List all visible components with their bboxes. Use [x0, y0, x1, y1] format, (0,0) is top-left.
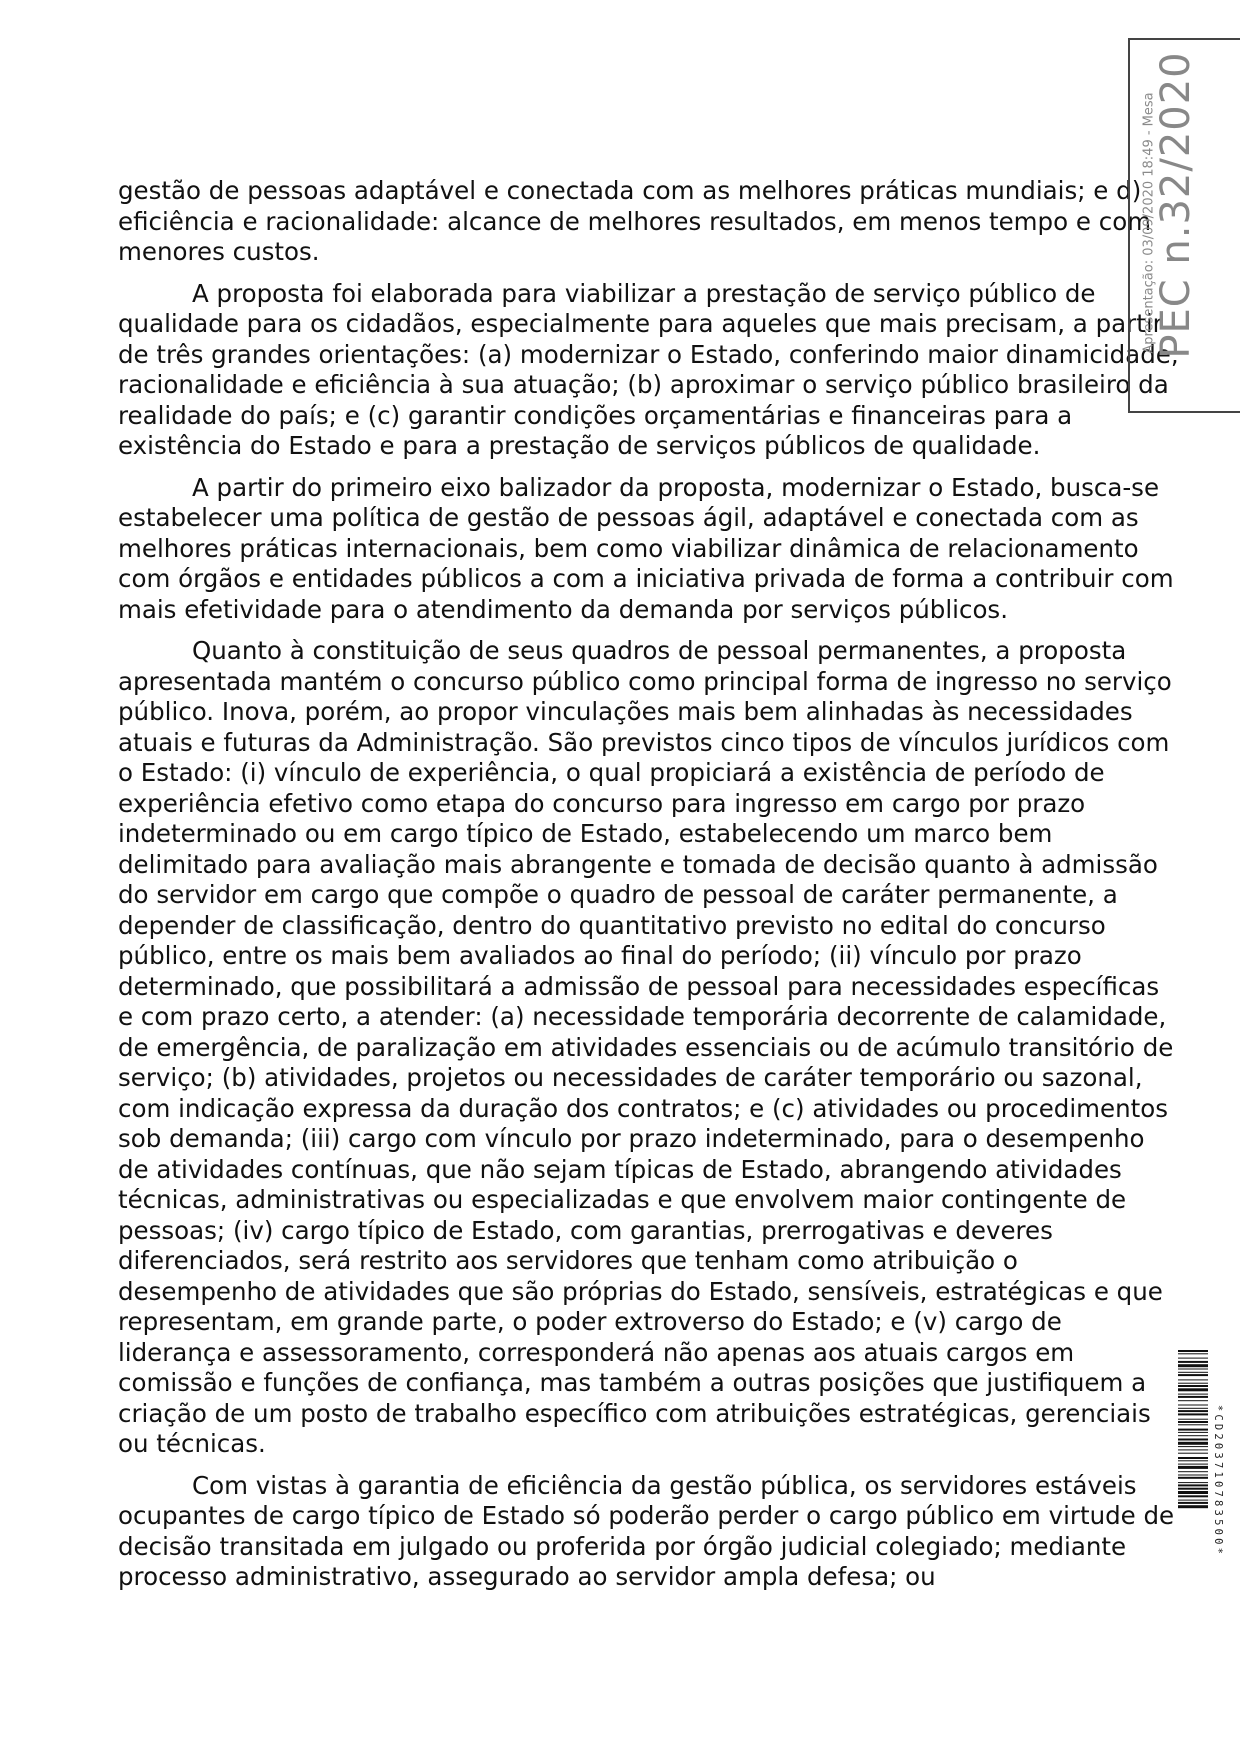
barcode-bar [1178, 1500, 1208, 1501]
barcode-bar [1178, 1471, 1208, 1472]
barcode-bar [1178, 1482, 1208, 1483]
barcode-bar [1178, 1361, 1208, 1363]
barcode-bar [1178, 1419, 1208, 1420]
barcode-bar [1178, 1358, 1208, 1359]
barcode-bar [1178, 1394, 1208, 1395]
barcode-bar [1178, 1396, 1208, 1398]
barcode-bar [1178, 1424, 1208, 1425]
barcode-bar [1178, 1460, 1208, 1461]
stamp-presentation-date: Apresentação: 03/09/2020 18:49 - Mesa [1141, 92, 1157, 354]
paragraph-continuation: gestão de pessoas adaptável e conectada com as melhores práticas mundiais; e d) eficiência e racionalidade: alcance de melhores resultados, em menos tempo e com menores custos. [118, 176, 1152, 266]
barcode-bar [1178, 1350, 1208, 1352]
barcode-bar [1178, 1466, 1208, 1469]
barcode-bar [1178, 1421, 1208, 1423]
barcode-bar [1178, 1353, 1208, 1354]
barcode-bar [1178, 1388, 1208, 1391]
barcode-bar [1178, 1385, 1208, 1387]
barcode-bar [1178, 1446, 1208, 1447]
barcode [1178, 1350, 1224, 1612]
barcode-bar [1178, 1383, 1208, 1384]
barcode-bar [1178, 1502, 1208, 1504]
paragraph-efficiency: Com vistas à garantia de eficiência da gestão pública, os servidores estáveis ocupantes de cargo típico de Estado só poderão perder o cargo público em virtude de decisão transitada em julgado ou proferida por órgão judicial colegiado; mediante processo administrativo, assegurado ao servidor ampla defesa; ou [118, 1470, 1175, 1591]
barcode-bar [1178, 1432, 1208, 1433]
document-body [118, 176, 1180, 1604]
stamp-document-id: PEC n.32/2020 [1153, 51, 1199, 359]
barcode-bar [1178, 1449, 1208, 1450]
paragraph-proposal-purpose: A proposta foi elaborada para viabilizar a prestação de serviço público de qualidade para os cidadãos, especialmente para aqueles que mais precisam, a partir de três grandes orientações: (a) modernizar o Estado, conferindo maior dinamicidade, racionalidade e eficiência à sua atuação; (b) aproximar o serviço público brasileiro da realidade do país; e (c) garantir condições orçamentárias e financeiras para a existência do Estado e para a prestação de serviços públicos de qualidade. [118, 278, 1179, 460]
barcode-bar [1178, 1410, 1208, 1412]
barcode-bar [1178, 1369, 1208, 1370]
barcode-bar [1178, 1495, 1208, 1497]
barcode-bar [1178, 1457, 1208, 1459]
barcode-bar [1178, 1484, 1208, 1486]
barcode-bar [1178, 1405, 1208, 1406]
barcode-bar [1178, 1372, 1208, 1373]
barcode-bar [1178, 1453, 1208, 1454]
barcode-bar [1178, 1477, 1208, 1479]
barcode-bar [1178, 1435, 1208, 1436]
barcode-bar [1178, 1488, 1208, 1490]
barcode-bar [1178, 1491, 1208, 1494]
barcode-bar [1178, 1505, 1208, 1508]
paragraph-staffing-bonds: Quanto à constituição de seus quadros de pessoal permanentes, a proposta apresentada mantém o concurso público como principal forma de ingresso no serviço público. Inova, porém, ao propor vinculações mais bem alinhadas às necessidades atuais e futuras da Administração. São previstos cinco tipos de vínculos jurídicos com o Estado: (i) vínculo de experiência, o qual propiciará a existência de período de experiência efetivo como etapa do concurso para ingresso em cargo por prazo indeterminado ou em cargo típico de Estado, estabelecendo um marco bem delimitado para avaliação mais abrangente e tomada de decisão quanto à admissão do servidor em cargo que compõe o quadro de pessoal de caráter permanente, a depender de classificação, dentro do quantitativo previsto no edital do concurso público, entre os mais bem avaliados ao final do período; (ii) vínculo por prazo determinado, que possibilitará a admissão de pessoal para necessidades específicas e com prazo certo, a atender: (a) necessidade temporária decorrente de calamidade, de emergência, de paralização em atividades essenciais ou de acúmulo transitório de serviço; (b) atividades, projetos ou necessidades de caráter temporário ou sazonal, com indicação expressa da duração dos contratos; e (c) atividades ou procedimentos sob demanda; (iii) cargo com vínculo por prazo indeterminado, para o desempenho de atividades contínuas, que não sejam típicas de Estado, abrangendo atividades técnicas, administrativas ou especializadas e que envolvem maior contingente de pessoas; (iv) cargo típico de Estado, com garantias, prerrogativas e deveres diferenciados, será restrito aos servidores que tenham como atribuição o desempenho de atividades que são próprias do Estado, sensíveis, estratégicas e que representam, em grande parte, o poder extroverso do Estado; e (v) cargo de liderança e assessoramento, corresponderá não apenas aos atuais cargos em comissão e funções de confiança, mas também a outras posições que justifiquem a criação de um posto de trabalho específico com atribuições estratégicas, gerenciais ou técnicas. [118, 636, 1174, 1458]
barcode-bar [1178, 1439, 1208, 1441]
barcode-bar [1178, 1429, 1208, 1431]
barcode-bar [1178, 1374, 1208, 1376]
barcode-bar [1178, 1379, 1208, 1380]
barcode-bar [1178, 1442, 1208, 1445]
paragraph-first-axis: A partir do primeiro eixo balizador da proposta, modernizar o Estado, busca-se estabelecer uma política de gestão de pessoas ágil, adaptável e conectada com as melhores práticas internacionais, bem como viabilizar dinâmica de relacionamento com órgãos e entidades públicos a com a iniciativa privada de forma a contribuir com mais efetividade para o atendimento da demanda por serviços públicos. [118, 472, 1174, 624]
barcode-bar [1178, 1364, 1208, 1367]
barcode-bar [1178, 1464, 1208, 1465]
barcode-bar [1178, 1475, 1208, 1476]
barcode-code-text: *CD203710783500* [1212, 1404, 1224, 1558]
barcode-bars [1178, 1350, 1208, 1612]
barcode-bar [1178, 1400, 1208, 1401]
barcode-bar [1178, 1413, 1208, 1415]
barcode-bar [1178, 1408, 1208, 1409]
